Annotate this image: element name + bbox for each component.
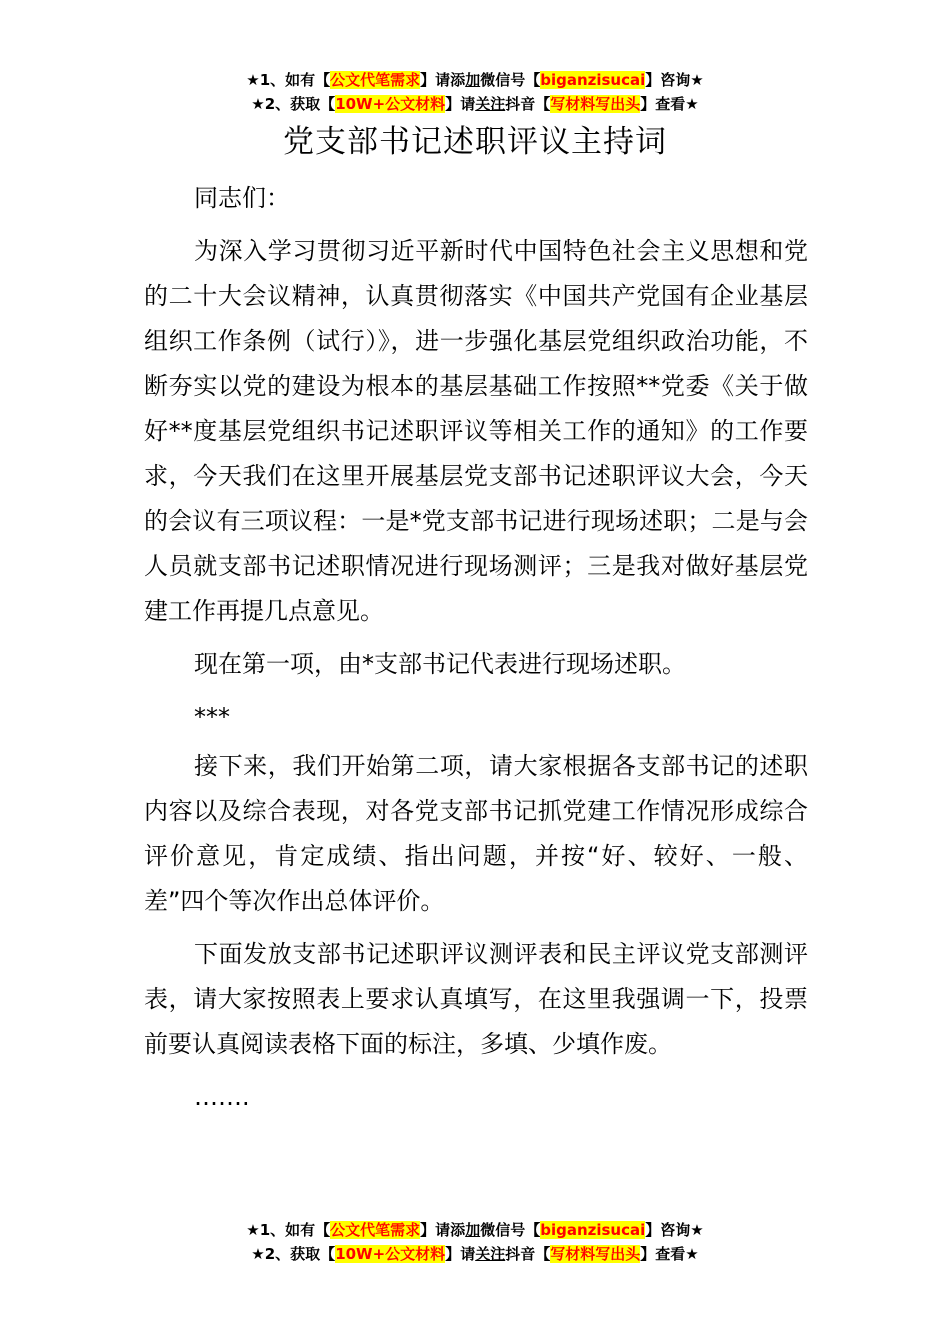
- ellipsis: …….: [194, 1083, 250, 1111]
- banner-line-1: [0, 1218, 950, 1242]
- banner-highlight: 写材料写出头: [550, 95, 641, 113]
- banner-text: 微信号【: [480, 71, 541, 89]
- banner-text: 】请: [445, 1245, 476, 1263]
- banner-line-2: [0, 92, 950, 116]
- banner-text: ★1、如有【: [246, 71, 331, 89]
- banner-text: 】请添: [420, 71, 466, 89]
- section-separator: ***: [194, 703, 230, 731]
- banner-text: 微信号【: [480, 1221, 541, 1239]
- banner-highlight: biganzisucai: [540, 1221, 646, 1239]
- salutation: 同志们：: [194, 184, 290, 212]
- paragraph: 下面发放支部书记述职评议测评表和民主评议党支部测评表，请大家按照表上要求认真填写，在这里我强调一下，投票前要认真阅读表格下面的标注，多填、少填作废。: [144, 940, 808, 1058]
- banner-highlight: 写材料写出头: [550, 1245, 641, 1263]
- banner-text: ★1、如有【: [246, 1221, 331, 1239]
- banner-text: 抖音【: [505, 95, 551, 113]
- banner-line-2: [0, 1242, 950, 1266]
- paragraph: 接下来，我们开始第二项，请大家根据各支部书记的述职内容以及综合表现，对各党支部书记抓党建工作情况形成综合评价意见，肯定成绩、指出问题，并按“好、较好、一般、差”四个等次作出总体评价。: [144, 752, 808, 915]
- banner-text: 】咨询★: [645, 1221, 704, 1239]
- banner-highlight: 公文代笔需求: [330, 1221, 421, 1239]
- banner-text: ★2、获取【: [251, 95, 336, 113]
- banner-line-1: [0, 68, 950, 92]
- banner-highlight: biganzisucai: [540, 71, 646, 89]
- paragraph: 现在第一项，由*支部书记代表进行现场述职。: [194, 650, 686, 678]
- banner-text: 】请: [445, 95, 476, 113]
- footer-banner: [0, 1218, 950, 1266]
- banner-text: 】查看★: [640, 1245, 699, 1263]
- banner-text: 】查看★: [640, 95, 699, 113]
- banner-emphasis: 加: [465, 1221, 481, 1239]
- banner-text: 抖音【: [505, 1245, 551, 1263]
- document-title: 党支部书记述职评议主持词: [283, 124, 667, 160]
- banner-highlight: 10W+公文材料: [335, 95, 446, 113]
- banner-text: 】咨询★: [645, 71, 704, 89]
- paragraph: 为深入学习贯彻习近平新时代中国特色社会主义思想和党的二十大会议精神，认真贯彻落实《中国共产党国有企业基层组织工作条例（试行）》，进一步强化基层党组织政治功能，不断夯实以党的建设为根本的基层基础工作按照**党委《关于做好**度基层党组织书记述职评议等相关工作的通知》的工作要求，今天我们在这里开展基层党支部书记述职评议大会，今天的会议有三项议程：一是*党支部书记进行现场述职；二是与会人员就支部书记述职情况进行现场测评；三是我对做好基层党建工作再提几点意见。: [144, 237, 808, 625]
- banner-emphasis: 加: [465, 71, 481, 89]
- banner-text: ★2、获取【: [251, 1245, 336, 1263]
- header-banner: [0, 68, 950, 116]
- banner-highlight: 公文代笔需求: [330, 71, 421, 89]
- banner-highlight: 10W+公文材料: [335, 1245, 446, 1263]
- banner-emphasis: 关注: [475, 1245, 506, 1263]
- document-body: [144, 176, 808, 1128]
- banner-emphasis: 关注: [475, 95, 506, 113]
- banner-text: 】请添: [420, 1221, 466, 1239]
